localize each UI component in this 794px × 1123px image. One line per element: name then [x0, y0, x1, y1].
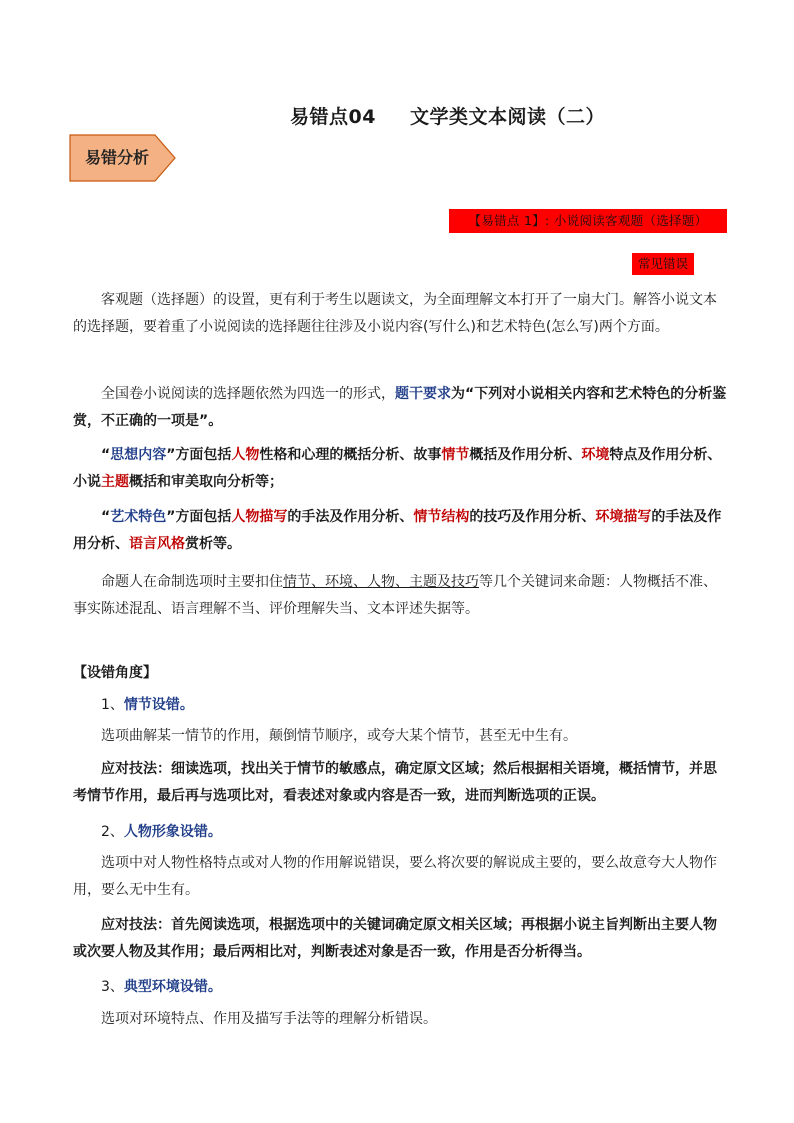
common-errors-label: 常见错误 [632, 253, 694, 275]
section-tag-label: 易错分析 [84, 148, 149, 167]
error-point-banner: 【易错点 1】: 小说阅读客观题（选择题） [449, 209, 727, 233]
item-1-desc: 选项曲解某一情节的作用，颠倒情节顺序，或夸大某个情节，甚至无中生有。 [101, 728, 577, 744]
intro-paragraph-1: 客观题（选择题）的设置，更有利于考生以题读文，为全面理解文本打开了一扇大门。解答小说文本的选择题，要着重了小说阅读的选择题往往涉及小说内容(写什么)和艺术特色(怎么写)两个方面。 [73, 292, 717, 335]
item-3-desc: 选项对环境特点、作用及描写手法等的理解分析错误。 [101, 1011, 437, 1027]
item-2-desc: 选项中对人物性格特点或对人物的作用解说错误，要么将次要的解说成主要的，要么故意夸大人物作用，要么无中生有。 [73, 855, 717, 898]
item-2-heading: 2、人物形象设错。 [101, 824, 222, 840]
item-1-tip: 应对技法：细读选项，找出关于情节的敏感点，确定原文区域；然后根据相关语境，概括情节，并思考情节作用，最后再与选项比对，看表述对象或内容是否一致，进而判断选项的正误。 [73, 761, 717, 804]
intro-paragraph-2: 全国卷小说阅读的选择题依然为四选一的形式，题干要求为“下列对小说相关内容和艺术特色的分析鉴赏，不正确的一项是”。 [73, 386, 727, 429]
art-paragraph: “艺术特色”方面包括人物描写的手法及作用分析、情节结构的技巧及作用分析、环境描写的手法及作用分析、语言风格赏析等。 [73, 509, 722, 552]
item-2-tip: 应对技法：首先阅读选项，根据选项中的关键词确定原文相关区域；再根据小说主旨判断出主要人物或次要人物及其作用；最后两相比对，判断表述对象是否一致，作用是否分析得当。 [73, 917, 717, 960]
content-paragraph: “思想内容”方面包括人物性格和心理的概括分析、故事情节概括及作用分析、环境特点及作用分析、小说主题概括和审美取向分析等； [73, 447, 722, 490]
title-text: 文学类文本阅读（二） [409, 106, 605, 128]
page-title [290, 102, 605, 129]
section-heading: 【设错角度】 [73, 665, 157, 681]
section-tag [69, 134, 177, 182]
intro-paragraph-5: 命题人在命制选项时主要扣住情节、环境、人物、主题及技巧等几个关键词来命题：人物概括不准、事实陈述混乱、语言理解不当、评价理解失当、文本评述失据等。 [73, 574, 717, 617]
title-number: 易错点04 [290, 106, 376, 128]
item-1-heading: 1、情节设错。 [101, 697, 194, 713]
item-3-heading: 3、典型环境设错。 [101, 979, 222, 995]
